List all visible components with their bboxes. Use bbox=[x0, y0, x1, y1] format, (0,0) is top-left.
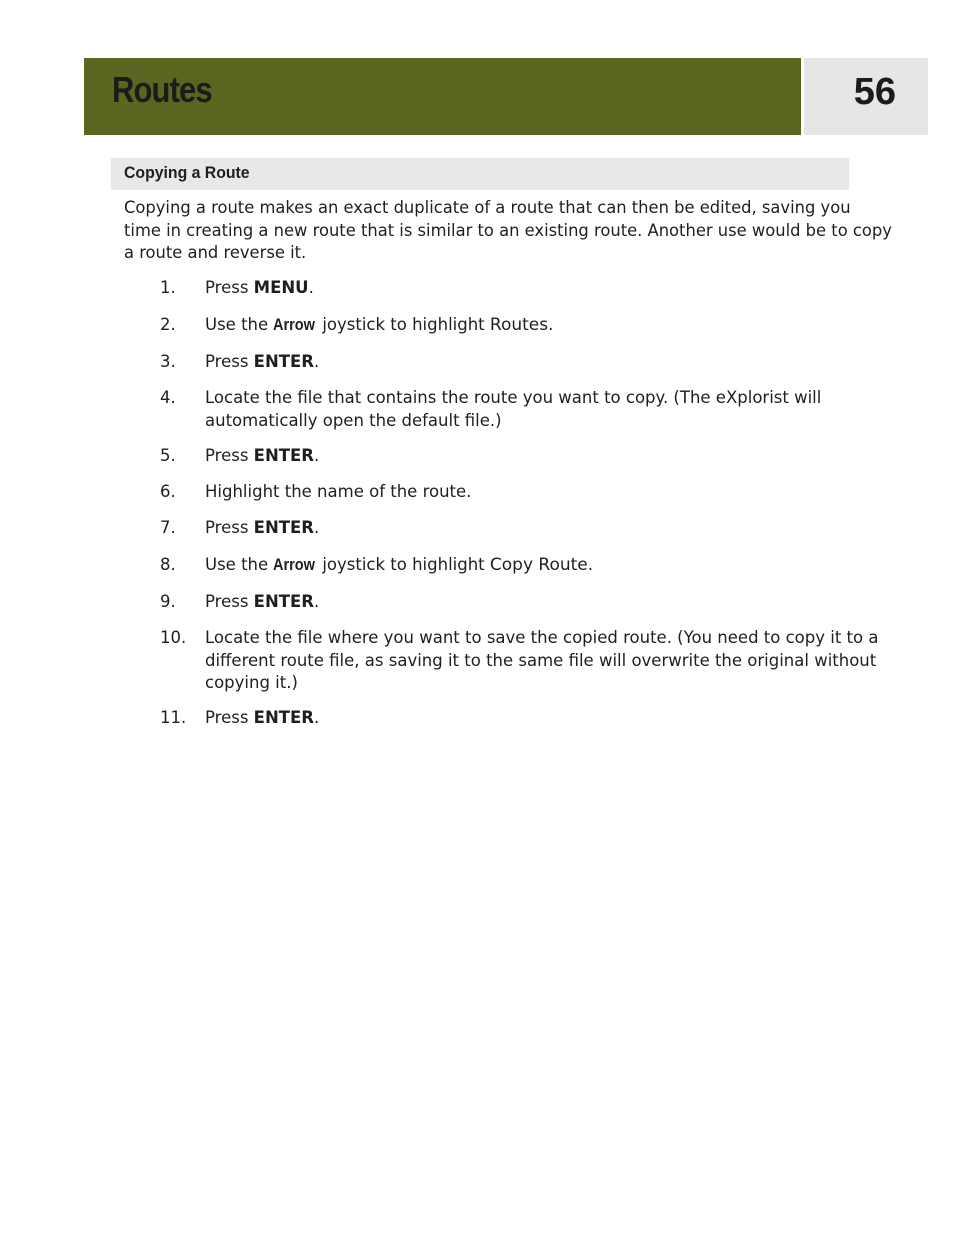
step-number: 5. bbox=[160, 446, 176, 465]
chapter-header-bar bbox=[84, 58, 801, 135]
screen-label: Routes bbox=[489, 315, 549, 335]
section-title: Copying a Route bbox=[124, 163, 250, 182]
step-number: 10. bbox=[160, 628, 187, 647]
step-number: 8. bbox=[160, 555, 176, 574]
key-name: ENTER bbox=[253, 592, 314, 611]
key-name: ENTER bbox=[253, 518, 314, 537]
step-text: Press ENTER. bbox=[205, 592, 320, 611]
step-text: Press ENTER. bbox=[205, 446, 320, 465]
step-text: Press ENTER. bbox=[205, 352, 320, 371]
key-name: ENTER bbox=[253, 708, 314, 727]
step-text: Press ENTER. bbox=[205, 708, 320, 727]
step-text: Press ENTER. bbox=[205, 518, 320, 537]
chapter-title: Routes bbox=[112, 69, 212, 110]
intro-paragraph: Copying a route makes an exact duplicate of a route that can then be edited, saving you time in creating a new route that is similar to an existing route. Another use would be to copy a route and reverse it. bbox=[124, 198, 892, 262]
step-text: Press MENU. bbox=[205, 278, 314, 297]
step-text: Use the Arrow joystick to highlight Routes. bbox=[205, 315, 554, 335]
step-number: 1. bbox=[160, 278, 176, 297]
step-text: Locate the file that contains the route you want to copy. (The eXplorist will automatically open the default file.) bbox=[205, 388, 822, 430]
key-name: ENTER bbox=[253, 446, 314, 465]
page-number-box bbox=[804, 58, 928, 135]
step-number: 4. bbox=[160, 388, 176, 407]
key-name: MENU bbox=[253, 278, 309, 297]
screen-label: Copy Route bbox=[489, 555, 588, 575]
step-number: 2. bbox=[160, 315, 176, 334]
step-text: Locate the file where you want to save the copied route. (You need to copy it to a different route file, as saving it to the same file will overwrite the original without copying it.) bbox=[205, 628, 879, 692]
step-number: 7. bbox=[160, 518, 176, 537]
step-text: Use the Arrow joystick to highlight Copy Route. bbox=[205, 555, 594, 575]
section-heading-bar bbox=[111, 158, 849, 190]
step-text: Highlight the name of the route. bbox=[205, 482, 472, 501]
step-number: 9. bbox=[160, 592, 176, 611]
key-name: ENTER bbox=[253, 352, 314, 371]
page-number: 56 bbox=[853, 71, 896, 113]
step-number: 11. bbox=[160, 708, 187, 727]
step-number: 3. bbox=[160, 352, 176, 371]
step-number: 6. bbox=[160, 482, 176, 501]
key-name: Arrow bbox=[273, 316, 316, 334]
key-name: Arrow bbox=[273, 556, 316, 574]
